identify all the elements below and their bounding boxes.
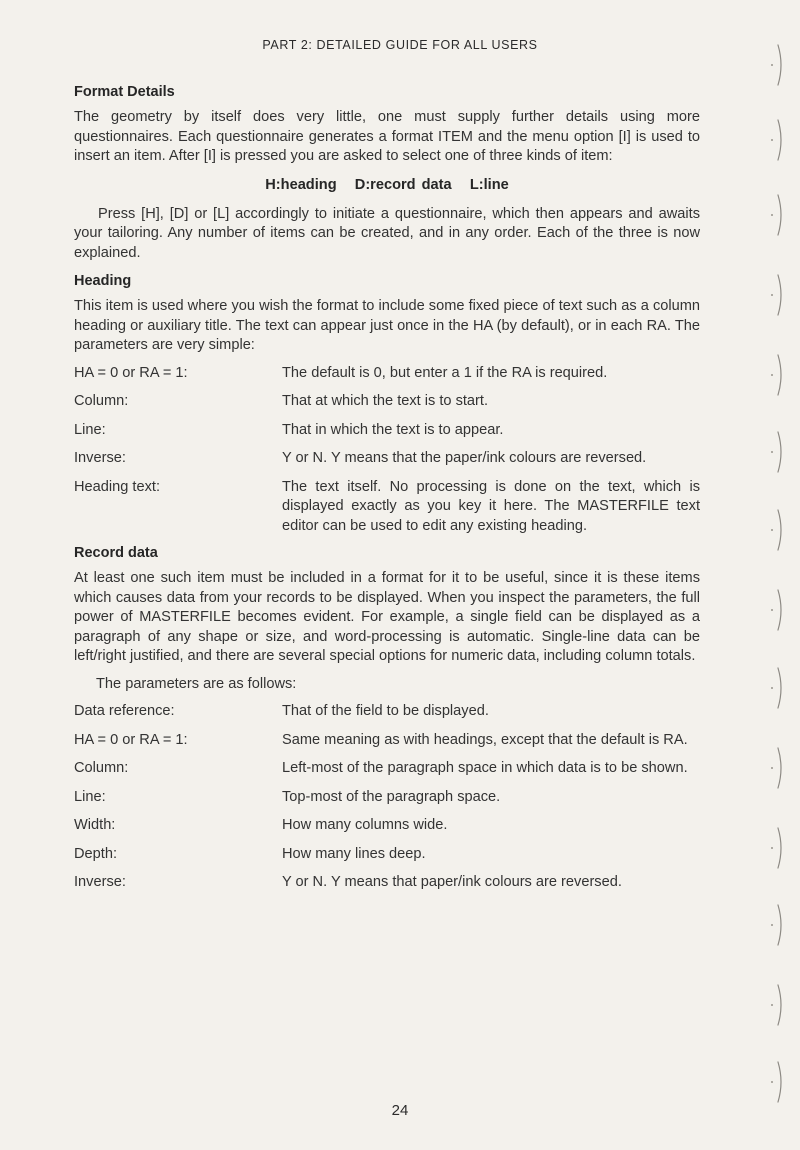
- param-row: [74, 421, 700, 441]
- heading-section-paragraph: This item is used where you wish the format to include some fixed piece of text such as a column heading or auxiliary title. The text can appear just once in the HA (by default), or in each RA. The parameters are very simple:: [74, 298, 700, 353]
- param-description: How many lines deep.: [282, 845, 426, 862]
- binding-loop: [778, 510, 781, 550]
- param-term: Column:: [74, 760, 129, 776]
- param-row: [74, 364, 700, 384]
- page-number: 24: [391, 1102, 409, 1119]
- param-term: Data reference:: [74, 703, 175, 719]
- param-row: [74, 392, 700, 412]
- spiral-binding: [750, 0, 800, 1150]
- param-row: [74, 873, 700, 893]
- item-kinds-line: H:heading D:record data L:line: [265, 176, 509, 193]
- param-term: HA = 0 or RA = 1:: [74, 364, 188, 381]
- page-content: [74, 84, 700, 902]
- heading-parameters: [74, 364, 700, 537]
- binding-loop: [778, 432, 781, 472]
- param-term: HA = 0 or RA = 1:: [74, 731, 188, 748]
- binding-loop: [778, 120, 781, 160]
- param-description: Left-most of the paragraph space in which data is to be shown.: [282, 760, 688, 776]
- binding-loop: [778, 275, 781, 315]
- record-data-paragraph: At least one such item must be included in a format for it to be useful, since it is these items which causes data from your records to be displayed. When you inspect the parameters, the full power of MASTERFILE becomes evident. For example, a single field can be displayed as a paragraph of any shape or size, and word-processing is automatic. Single-line data can be left/right justified, and there are several special options for numeric data, including column totals.: [74, 570, 700, 664]
- param-description: Top-most of the paragraph space.: [282, 788, 501, 805]
- param-description: The default is 0, but enter a 1 if the RA is required.: [282, 364, 608, 381]
- param-term: Depth:: [74, 845, 117, 862]
- param-term: Inverse:: [74, 450, 126, 466]
- param-description: Y or N. Y means that the paper/ink colours are reversed.: [282, 450, 647, 466]
- param-term: Column:: [74, 393, 129, 409]
- running-header: PART 2: DETAILED GUIDE FOR ALL USERS: [262, 38, 538, 52]
- param-row: [74, 449, 700, 469]
- binding-loop: [778, 905, 781, 945]
- binding-loop: [778, 668, 781, 708]
- param-term: Heading text:: [74, 478, 160, 495]
- format-details-paragraph-2: Press [H], [D] or [L] accordingly to initiate a questionnaire, which then appears and awaits your tailoring. Any number of items can be created, and in any order. Each of the three is now explained.: [74, 205, 700, 261]
- param-description: That in which the text is to appear.: [282, 421, 504, 438]
- param-row: [74, 816, 700, 836]
- binding-loop: [778, 195, 781, 235]
- param-term: Inverse:: [74, 874, 126, 890]
- record-data-parameters: [74, 702, 700, 893]
- binding-loop: [778, 1062, 781, 1102]
- record-data-heading: Record data: [74, 545, 158, 561]
- param-description: That of the field to be displayed.: [282, 703, 489, 719]
- param-term: Width:: [74, 817, 116, 833]
- param-description: Y or N. Y means that paper/ink colours are reversed.: [282, 874, 622, 890]
- format-details-paragraph: The geometry by itself does very little, one must supply further details using more questionnaires. Each questionnaire generates a format ITEM and the menu option [I] is used to insert an item. After [I] is pressed you are asked to select one of three kinds of item:: [74, 109, 700, 164]
- param-description: The text itself. No processing is done on the text, which is displayed exactly as you key it here. The MASTERFILE text editor can be used to edit any existing heading.: [282, 478, 700, 534]
- param-row: [74, 731, 700, 751]
- binding-loop: [778, 828, 781, 868]
- param-description: How many columns wide.: [282, 817, 448, 833]
- binding-loop: [778, 45, 781, 85]
- param-term: Line:: [74, 788, 106, 805]
- param-term: Line:: [74, 421, 106, 438]
- param-row: [74, 845, 700, 865]
- param-description: Same meaning as with headings, except that the default is RA.: [282, 731, 688, 748]
- param-row: [74, 702, 700, 722]
- heading-section-heading: Heading: [74, 273, 132, 289]
- param-row: [74, 478, 700, 537]
- binding-loop: [778, 590, 781, 630]
- binding-loop: [778, 355, 781, 395]
- param-description: That at which the text is to start.: [282, 393, 489, 409]
- param-row: [74, 788, 700, 808]
- format-details-heading: Format Details: [74, 84, 175, 100]
- binding-loop: [778, 985, 781, 1025]
- binding-loop: [778, 748, 781, 788]
- param-row: [74, 759, 700, 779]
- record-data-intro: The parameters are as follows:: [96, 675, 297, 692]
